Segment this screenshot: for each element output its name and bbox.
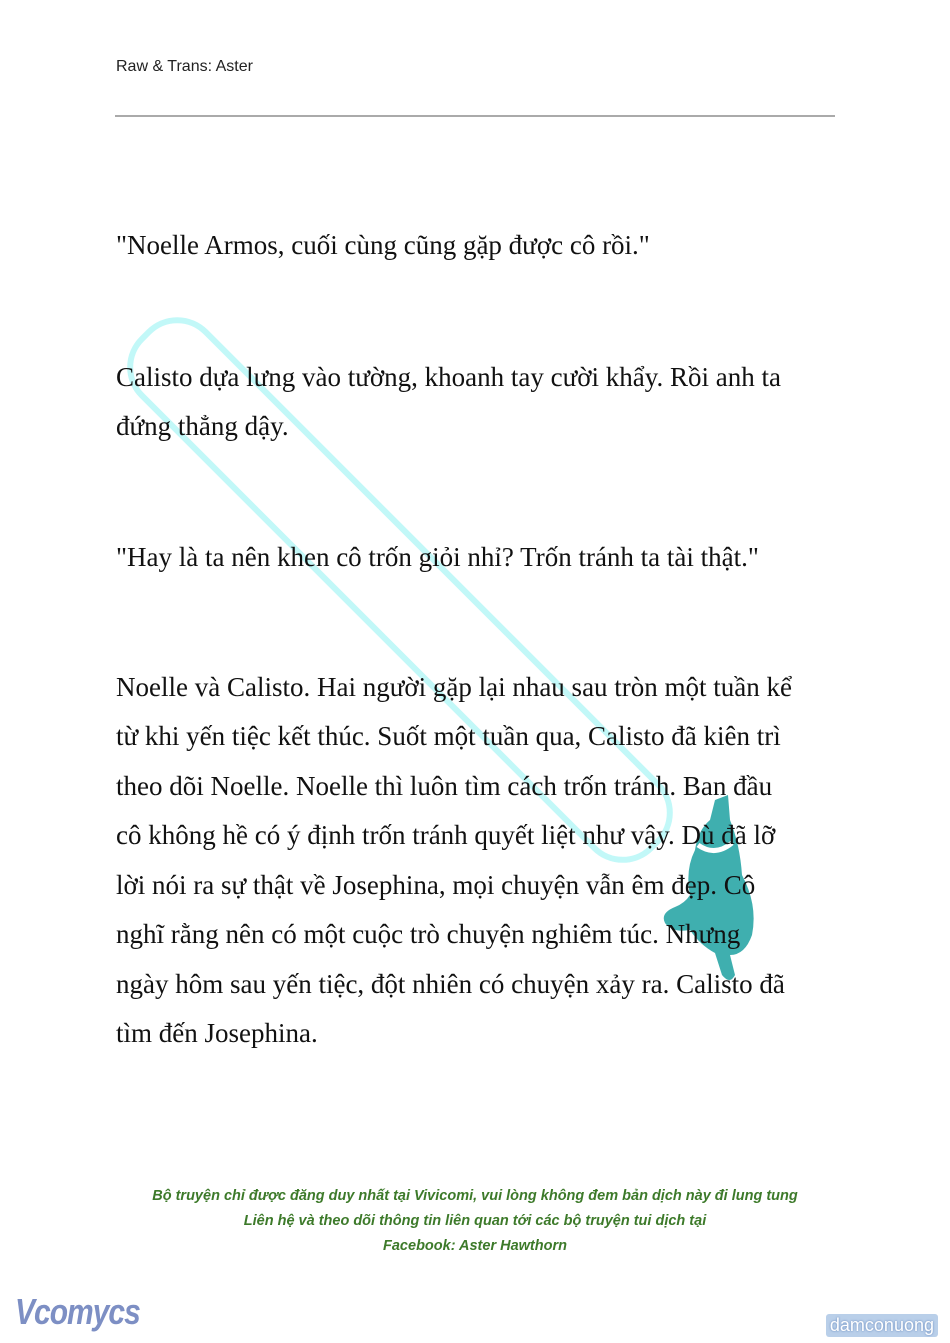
paragraph-line: đứng thẳng dậy. bbox=[116, 411, 289, 441]
paragraph-line: Noelle và Calisto. Hai người gặp lại nhau sau tròn một tuần kể bbox=[116, 672, 793, 702]
paragraph-line: ngày hôm sau yến tiệc, đột nhiên có chuyện xảy ra. Calisto đã bbox=[116, 969, 785, 999]
header-divider bbox=[115, 115, 835, 117]
paragraph-line: lời nói ra sự thật về Josephina, mọi chuyện vẫn êm đẹp. Cô bbox=[116, 870, 756, 900]
vcomycs-logo: Vcomycs bbox=[15, 1292, 140, 1333]
footer-notice: Bộ truyện chỉ được đăng duy nhất tại Vivicomi, vui lòng không đem bản dịch này đi lung tung bbox=[152, 1188, 798, 1204]
paragraph-line: "Hay là ta nên khen cô trốn giỏi nhỉ? Trốn tránh ta tài thật." bbox=[116, 542, 759, 572]
paragraph-line: tìm đến Josephina. bbox=[116, 1018, 318, 1048]
paragraph-line: nghĩ rằng nên có một cuộc trò chuyện nghiêm túc. Nhưng bbox=[116, 919, 741, 949]
paragraph-line: từ khi yến tiệc kết thúc. Suốt một tuần qua, Calisto đã kiên trì bbox=[116, 721, 781, 751]
damconuong-logo: damconuong bbox=[826, 1314, 938, 1337]
translator-credit: Raw & Trans: Aster bbox=[116, 58, 253, 75]
footer-facebook: Facebook: Aster Hawthorn bbox=[383, 1238, 567, 1254]
footer-contact: Liên hệ và theo dõi thông tin liên quan tới các bộ truyện tui dịch tại bbox=[243, 1213, 707, 1229]
paragraph-line: theo dõi Noelle. Noelle thì luôn tìm cách trốn tránh. Ban đầu bbox=[116, 771, 773, 801]
paragraph-line: cô không hề có ý định trốn tránh quyết liệt như vậy. Dù đã lỡ bbox=[116, 820, 776, 850]
paragraph-line: Calisto dựa lưng vào tường, khoanh tay cười khẩy. Rồi anh ta bbox=[116, 362, 781, 392]
paragraph-line: "Noelle Armos, cuối cùng cũng gặp được cô rồi." bbox=[116, 230, 650, 260]
